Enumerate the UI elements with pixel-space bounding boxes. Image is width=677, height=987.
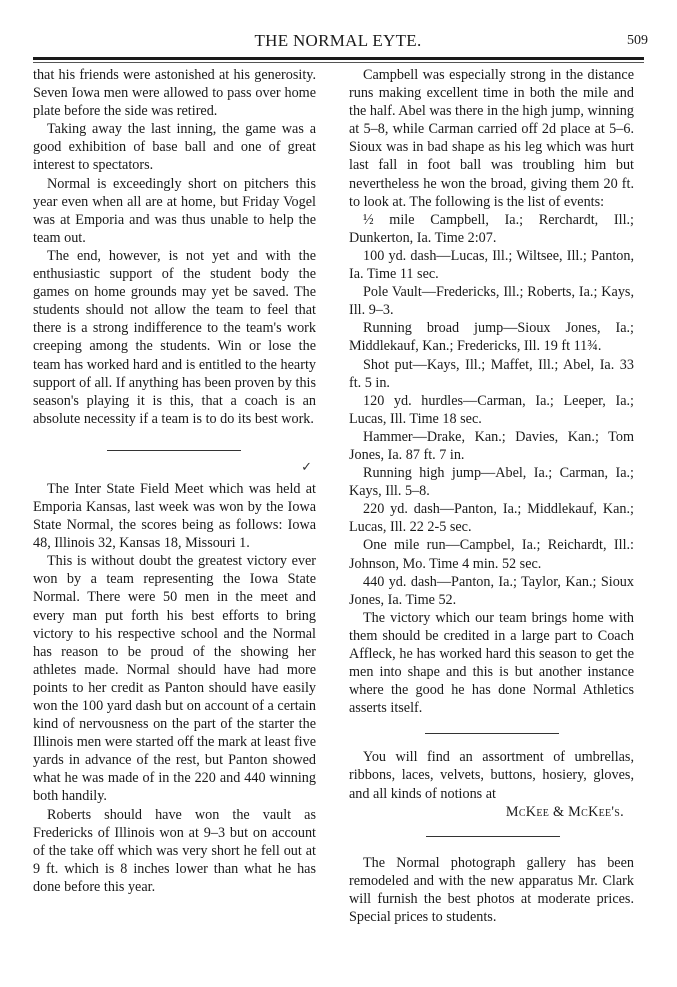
- support-paragraph: The end, however, is not yet and with the enthusiastic support of the student body the games on home grounds may yet be saved. The students should not allow the team to feel that there is a strong indifference to the team's work creeping among the students. Win or lose the team has worked hard and is entitled to the hearty support of all. If anything has been proven by this season's playing it is this, that a coach is an absolute necessity if a team is to do its best work.: [33, 247, 316, 427]
- page-number: 509: [627, 33, 648, 48]
- event-item: ½ mile Campbell, Ia.; Rerchardt, Ill.; Dunkerton, Ia. Time 2:07.: [349, 211, 634, 246]
- event-item: Shot put—Kays, Ill.; Maffet, Ill.; Abel, Ia. 33 ft. 5 in.: [349, 356, 634, 391]
- left-column: [33, 66, 316, 896]
- header-rule-thin: [33, 62, 644, 63]
- right-column: [349, 66, 634, 926]
- header-rule-thick: [33, 57, 644, 60]
- baseball-paragraph: Taking away the last inning, the game was a good exhibition of base ball and one of great interest to spectators.: [33, 121, 316, 174]
- advertisement-text: You will find an assortment of umbrellas, ribbons, laces, velvets, buttons, hosiery, gloves, and all kinds of notions at: [349, 749, 634, 802]
- baseball-paragraph-continued: that his friends were astonished at his generosity. Seven Iowa men were allowed to pass over home plate before the side was retired.: [33, 67, 316, 120]
- events-list: [349, 211, 634, 609]
- event-item: 220 yd. dash—Panton, Ia.; Middlekauf, Kan.; Lucas, Ill. 22 2-5 sec.: [349, 501, 634, 536]
- coach-paragraph: The victory which our team brings home with them should be credited in a large part to Coach Affleck, he has worked hard this season to get the men into shape and this is but another instance where the good he has done Normal Athletics asserts itself.: [349, 609, 634, 717]
- photo-notice: The Normal photograph gallery has been remodeled and with the new apparatus Mr. Clark will furnish the best photos at moderate prices. Special prices to students.: [349, 854, 634, 926]
- section-divider: [107, 450, 241, 451]
- section-divider: [426, 836, 560, 837]
- check-mark-annotation: ✓: [301, 458, 312, 474]
- event-item: Pole Vault—Fredericks, Ill.; Roberts, Ia.; Kays, Ill. 9–3.: [349, 284, 634, 319]
- event-item: One mile run—Campbel, Ia.; Reichardt, Ill.: Johnson, Mo. Time 4 min. 52 sec.: [349, 537, 634, 572]
- event-item: 120 yd. hurdles—Carman, Ia.; Leeper, Ia.; Lucas, Ill. Time 18 sec.: [349, 392, 634, 427]
- event-item: 100 yd. dash—Lucas, Ill.; Wiltsee, Ill.; Panton, Ia. Time 11 sec.: [349, 247, 634, 283]
- event-item: 440 yd. dash—Panton, Ia.; Taylor, Kan.; Sioux Jones, Ia. Time 52.: [349, 573, 634, 608]
- section-divider: [425, 733, 559, 734]
- pitchers-paragraph: Normal is exceedingly short on pitchers this year even when all are at home, but Friday Vogel was at Emporia and was thus unable to help the team out.: [33, 175, 316, 246]
- campbell-paragraph: Campbell was especially strong in the distance runs making excellent time in both the mile and the half. Abel was there in the high jump, winning at 5–8, while Carman carried off 2d place at 5–6. Sioux was in bad shape as his leg which was hurt last fall in foot ball was troubling him but nevertheless he won the broad, giving them 20 ft. to look at. The following is the list of events:: [349, 67, 634, 210]
- field-meet-paragraph: The Inter State Field Meet which was held at Emporia Kansas, last week was won by the Iowa State Normal, the scores being as follows: Iowa 48, Illinois 32, Kansas 18, Missouri 1.: [33, 480, 316, 552]
- event-item: Hammer—Drake, Kan.; Davies, Kan.; Tom Jones, Ia. 87 ft. 7 in.: [349, 428, 634, 463]
- vault-paragraph: Roberts should have won the vault as Fredericks of Illinois won at 9–3 but on account of the take off which was very short he fell out at 9 ft. which is 8 inches lower than what he has done before this year.: [33, 806, 316, 895]
- victory-analysis-paragraph: This is without doubt the greatest victory ever won by a team representing the Iowa State Normal. There were 50 men in the meet and every man put forth his best efforts to bring victory to his respective school and the Normal has reason to be proud of the showing her athletes made. Normal should have had more points to her credit as Panton should have easily won the 100 yard dash but on account of a certain kind of nervousness on the part of the starter the Illinois men were started off the mark at least five yards in advance of the rest, but Panton showed what he was made of in the 220 and 440 winning both handily.: [33, 553, 316, 805]
- page-header: [32, 24, 648, 54]
- advertisement-signature: McKee & McKee's.: [505, 803, 624, 820]
- event-item: Running high jump—Abel, Ia.; Carman, Ia.; Kays, Ill. 5–8.: [349, 465, 634, 500]
- event-item: Running broad jump—Sioux Jones, Ia.; Middlekauf, Kan.; Fredericks, Ill. 19 ft 11¾.: [349, 320, 634, 355]
- publication-title: THE NORMAL EYTE.: [254, 31, 422, 50]
